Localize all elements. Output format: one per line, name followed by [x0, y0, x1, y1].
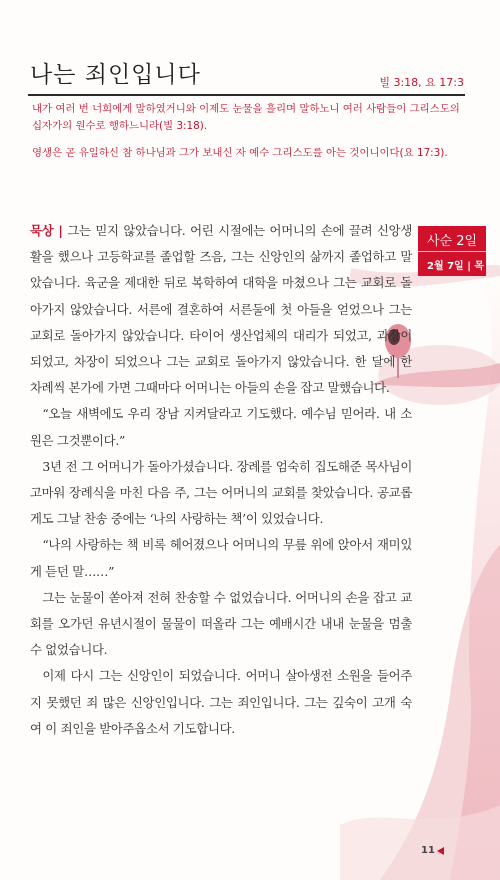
meditation-paragraph: 이제 다시 그는 신앙인이 되었습니다. 어머니 살아생전 소원을 들어주지 못했던 죄 많은 신앙인입니다. 그는 죄인입니다. 그는 깊숙이 고개 숙여 이 죄인을 받아주옵소서 기도합니다.	[30, 668, 412, 736]
day-tab	[418, 226, 486, 276]
quote-paragraph: “오늘 새벽에도 우리 장남 지켜달라고 기도했다. 예수님 믿어라. 내 소원은 그것뿐이다.”	[30, 406, 412, 448]
verse-john: 영생은 곧 유일하신 참 하나님과 그가 보내신 자 예수 그리스도를 아는 것이니이다(요 17:3).	[32, 147, 448, 159]
date-label: 2월 7일 | 목	[427, 261, 484, 272]
meditation-paragraph-text: 그는 믿지 않았습니다. 어린 시절에는 어머니의 손에 끌려 신앙생활을 했으나 고등학교를 졸업할 즈음, 그는 신앙인의 삶까지 졸업하고 말았습니다. 육군을 제대한 뒤로 복학하여 대학을 마쳤으나 그는 교회로 돌아가지 않았습니다. 서른에 결혼하여 서른둘에 첫 아들을 얻었으나 그는 교회로 돌아가지 않았습니다. 타이어 생산업체의 대리가 되었고, 과장이 되었고, 차장이 되었으나 그는 교회로 돌아가지 않았습니다. 한 달에 한 차례씩 본가에 가면 그때마다 어머니는 아들의 손을 잡고 말했습니다.	[30, 223, 412, 396]
meditation-paragraph: 그는 눈물이 쏟아져 전혀 찬송할 수 없었습니다. 어머니의 손을 잡고 교회를 오가던 유년시절이 물물이 떠올라 그는 예배시간 내내 눈물을 멈출 수 없었습니다.	[30, 589, 412, 658]
meditation-paragraph: 3년 전 그 어머니가 돌아가셨습니다. 장례를 엄숙히 집도해준 목사님이 고마워 장례식을 마친 다음 주, 그는 어머니의 교회를 찾았습니다. 공교롭게도 그날 찬송 중에는 ‘나의 사랑하는 책’이 있었습니다.	[30, 458, 412, 527]
meditation-label: 묵상 |	[30, 223, 63, 238]
quote-paragraph: “나의 사랑하는 책 비록 헤어졌으나 어머니의 무릎 위에 앉아서 재미있게 듣던 말……”	[30, 537, 412, 579]
verse-philippians: 내가 여러 번 너희에게 말하였거니와 이제도 눈물을 흘리며 말하노니 여러 사람들이 그리스도의 십자가의 원수로 행하느니라(빌 3:18).	[32, 103, 460, 132]
scripture-reference: 빌 3:18, 요 17:3	[379, 76, 464, 89]
lent-day-label: 사순 2일	[418, 226, 486, 252]
page-title: 나는 죄인입니다	[30, 62, 201, 88]
meditation-body	[30, 218, 412, 742]
page-arrow-icon	[437, 847, 444, 855]
meditation-paragraph	[30, 218, 412, 401]
page-number: 11	[421, 845, 435, 856]
title-divider	[28, 94, 465, 96]
